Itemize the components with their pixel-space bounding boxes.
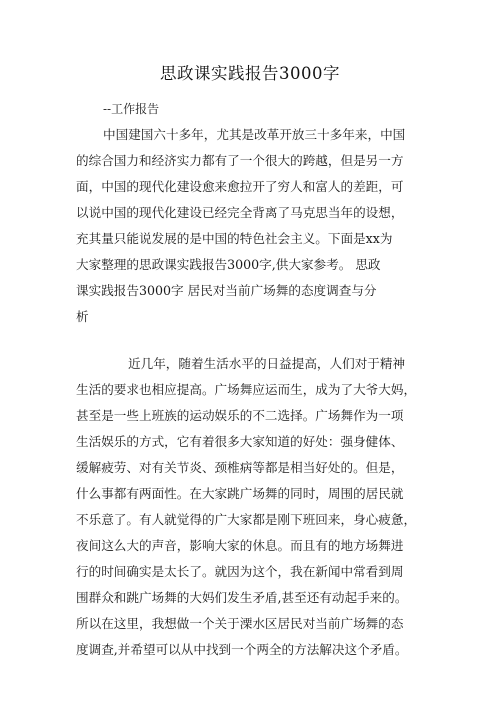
body-line: 围群众和跳广场舞的大妈们发生矛盾,甚至还有动起手来的。: [76, 590, 408, 605]
body-line: 面，中国的现代化建设愈来愈拉开了穷人和富人的差距，可: [76, 179, 404, 194]
body-line: 中国建国六十多年，尤其是改革开放三十多年来，中国: [103, 127, 406, 142]
body-line: 课实践报告3000字 居民对当前广场舞的态度调查与分: [76, 283, 377, 298]
body-line: 缓解疲劳、对有关节炎、颈椎病等都是相当好处的。但是，: [76, 460, 404, 475]
body-line: 以说中国的现代化建设已经完全背离了马克思当年的设想，: [76, 205, 404, 220]
body-line: 的综合国力和经济实力都有了一个很大的跨越，但是另一方: [76, 153, 404, 168]
body-line: 什么事都有两面性。在大家跳广场舞的同时，周围的居民就: [76, 486, 404, 501]
document-subtitle: --工作报告: [103, 102, 160, 116]
body-line: 充其量只能说发展的是中国的特色社会主义。下面是xx为: [76, 231, 393, 246]
body-line: 所以在这里，我想做一个关于溧水区居民对当前广场舞的态: [76, 616, 404, 631]
body-line: 夜间这么大的声音，影响大家的休息。而且有的地方场舞进: [76, 538, 404, 553]
body-line: 析: [76, 309, 89, 324]
body-line: 度调查,并希望可以从中找到一个两全的方法解决这个矛盾。: [76, 642, 408, 657]
body-line: 不乐意了。有人就觉得的广大家都是刚下班回来，身心疲惫，: [76, 512, 417, 527]
body-line: 甚至是一些上班族的运动娱乐的不二选择。广场舞作为一项: [76, 408, 404, 423]
body-line: 近几年，随着生活水平的日益提高，人们对于精神: [128, 356, 406, 371]
body-line: 生活娱乐的方式，它有着很多大家知道的好处：强身健体、: [76, 434, 404, 449]
document-title: 思政课实践报告3000字: [160, 64, 340, 83]
body-line: 大家整理的思政课实践报告3000字,供大家参考。 思政: [76, 257, 381, 272]
body-line: 行的时间确实是太长了。就因为这个，我在新闻中常看到周: [76, 564, 404, 579]
body-line: 生活的要求也相应提高。广场舞应运而生，成为了大爷大妈，: [76, 382, 417, 397]
